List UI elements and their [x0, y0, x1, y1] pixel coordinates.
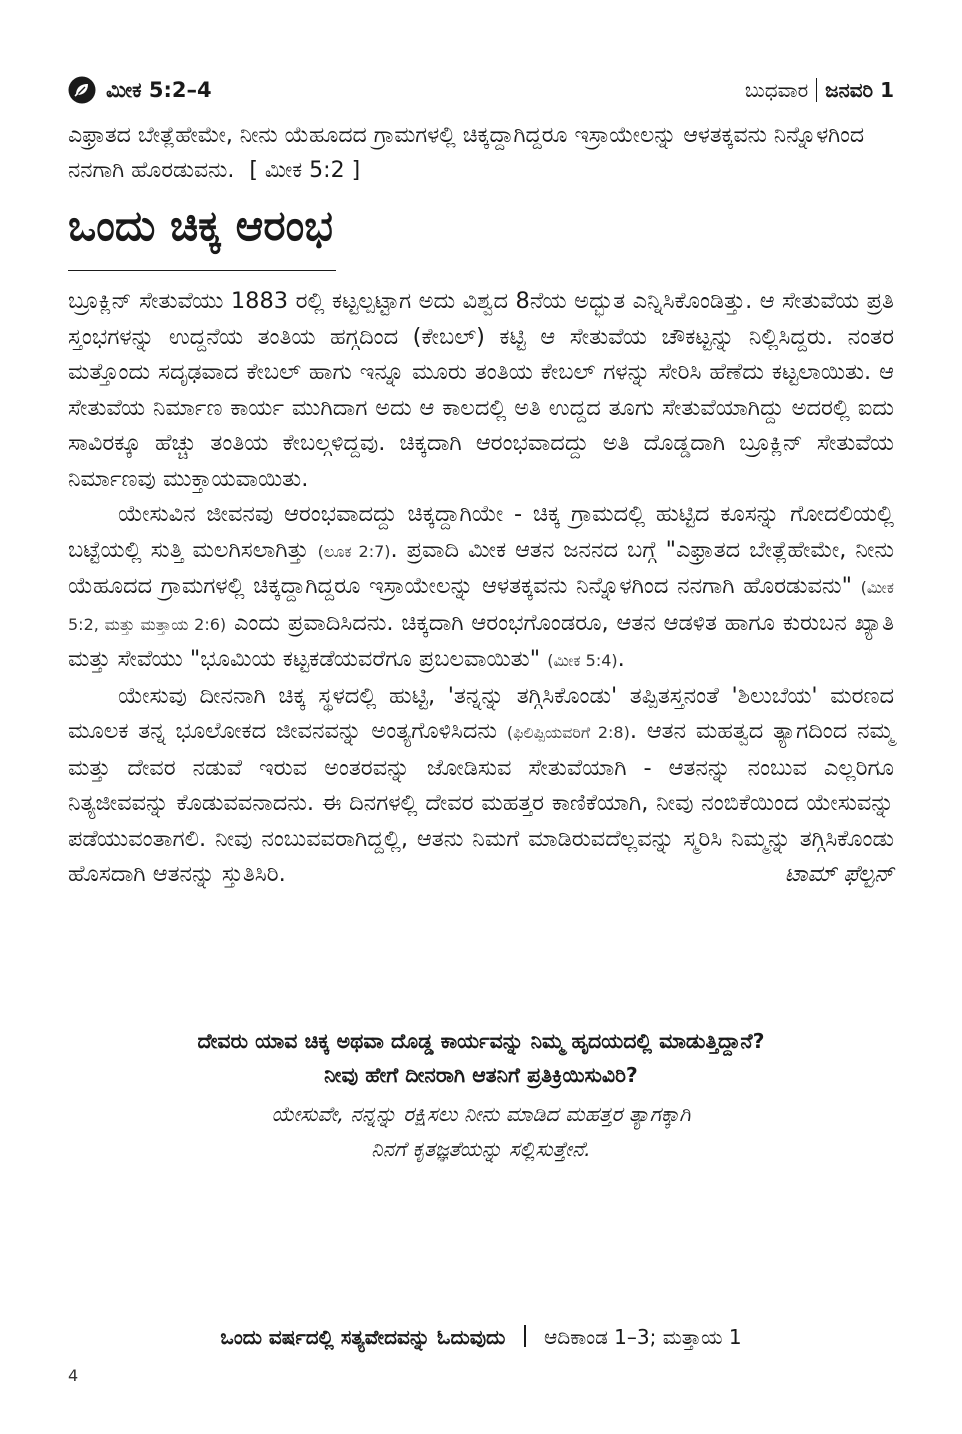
question-1: ದೇವರು ಯಾವ ಚಿಕ್ಕ ಅಥವಾ ದೊಡ್ಡ ಕಾರ್ಯವನ್ನು ನಿಮ್ಮ ಹೃದಯದಲ್ಲಿ ಮಾಡುತ್ತಿದ್ದಾನೆ?: [197, 1029, 765, 1053]
key-verse-text: ಎಫ್ರಾತದ ಬೇತ್ಲೆಹೇಮೇ, ನೀನು ಯೆಹೂದದ ಗ್ರಾಮಗಳಲ್ಲಿ ಚಿಕ್ಕದ್ದಾಗಿದ್ದರೂ ಇಸ್ರಾಯೇಲನ್ನು ಆಳತಕ್ಕವನು ನಿನ್ನೊಳಗಿಂದ ನನಗಾಗಿ ಹೊರಡುವನು.: [68, 123, 865, 183]
key-verse: [68, 118, 894, 188]
prayer-line-1: ಯೇಸುವೇ, ನನ್ನನ್ನು ರಕ್ಷಿಸಲು ನೀನು ಮಾಡಿದ ಮಹತ್ತರ ತ್ಯಾಗಕ್ಕಾಗಿ: [271, 1102, 691, 1126]
devotional-title: ಒಂದು ಚಿಕ್ಕ ಆರಂಭ: [68, 201, 333, 250]
prayer: [68, 1097, 894, 1167]
weekday: ಬುಧವಾರ: [744, 78, 809, 102]
paragraph-1: ಬ್ರೂಕ್ಲಿನ್ ಸೇತುವೆಯು 1883 ರಲ್ಲಿ ಕಟ್ಟಲ್ಪಟ್ಟಾಗ ಅದು ವಿಶ್ವದ 8ನೆಯ ಅದ್ಭುತ ಎನ್ನಿಸಿಕೊಂಡಿತ್ತು. ಆ ಸೇತುವೆಯ ಪ್ರತಿ ಸ್ತಂಭಗಳನ್ನು ಉದ್ದನೆಯ ತಂತಿಯ ಹಗ್ಗದಿಂದ (ಕೇಬಲ್) ಕಟ್ಟಿ ಆ ಸೇತುವೆಯ ಚೌಕಟ್ಟನ್ನು ನಿಲ್ಲಿಸಿದ್ದರು. ನಂತರ ಮತ್ತೊಂದು ಸದೃಢವಾದ ಕೇಬಲ್ ಹಾಗು ಇನ್ನೂ ಮೂರು ತಂತಿಯ ಕೇಬಲ್ ಗಳನ್ನು ಸೇರಿಸಿ ಹೆಣೆದು ಕಟ್ಟಲಾಯಿತು. ಆ ಸೇತುವೆಯ ನಿರ್ಮಾಣ ಕಾರ್ಯ ಮುಗಿದಾಗ ಅದು ಆ ಕಾಲದಲ್ಲಿ ಅತಿ ಉದ್ದದ ತೂಗು ಸೇತುವೆಯಾಗಿದ್ದು ಅದರಲ್ಲಿ ಐದು ಸಾವಿರಕ್ಕೂ ಹೆಚ್ಚು ತಂತಿಯ ಕೇಬಲ್ಗಳಿದ್ದವು. ಚಿಕ್ಕದಾಗಿ ಆರಂಭವಾದದ್ದು ಅತಿ ದೊಡ್ಡದಾಗಿ ಬ್ರೂಕ್ಲಿನ್ ಸೇತುವೆಯ ನಿರ್ಮಾಣವು ಮುಕ್ತಾಯವಾಯಿತು.: [68, 288, 894, 492]
paragraph-2-text-c: ಎಂದು ಪ್ರವಾದಿಸಿದನು. ಚಿಕ್ಕದಾಗಿ ಆರಂಭಗೊಂಡರೂ, ಆತನ ಆಡಳಿತ ಹಾಗೂ ಕುರುಬನ ಖ್ಯಾತಿ ಮತ್ತು ಸೇವೆಯು "ಭೂಮಿಯ ಕಟ್ಟಕಡೆಯವರೆಗೂ ಪ್ರಬಲವಾಯಿತು": [68, 609, 894, 672]
paragraph-3-text-b: . ಆತನ ಮಹತ್ವದ ತ್ಯಾಗದಿಂದ ನಮ್ಮ ಮತ್ತು ದೇವರ ನಡುವೆ ಇರುವ ಅಂತರವನ್ನು ಜೋಡಿಸುವ ಸೇತುವೆಯಾಗಿ - ಆತನನ್ನು ನಂಬುವ ಎಲ್ಲರಿಗೂ ನಿತ್ಯಜೀವವನ್ನು ಕೊಡುವವನಾದನು. ಈ ದಿನಗಳಲ್ಲಿ ದೇವರ ಮಹತ್ತರ ಕಾಣಿಕೆಯಾಗಿ, ನೀವು ನಂಬಿಕೆಯಿಂದ ಯೇಸುವನ್ನು ಪಡೆಯುವಂತಾಗಲಿ. ನೀವು ನಂಬುವವರಾಗಿದ್ದಲ್ಲಿ, ಆತನು ನಿಮಗೆ ಮಾಡಿರುವದೆಲ್ಲವನ್ನು ಸ್ಮರಿಸಿ ನಿಮ್ಮನ್ನು ತಗ್ಗಿಸಿಕೊಂಡು ಹೊಸದಾಗಿ ಆತನನ್ನು ಸ್ತುತಿಸಿರಿ.: [68, 718, 894, 887]
citation-philippians: (ಫಿಲಿಪ್ಪಿಯವರಿಗೆ 2:8): [506, 723, 630, 742]
scripture-heading: [68, 76, 212, 104]
date-heading: [745, 78, 894, 102]
paragraph-3-text-a: ಯೇಸುವು ದೀನನಾಗಿ ಚಿಕ್ಕ ಸ್ಥಳದಲ್ಲಿ ಹುಟ್ಟಿ, 'ತನ್ನನ್ನು ತಗ್ಗಿಸಿಕೊಂಡು' ತಪ್ಪಿತಸ್ತನಂತೆ 'ಶಿಲುಬೆಯ' ಮರಣದ ಮೂಲಕ ತನ್ನ ಭೂಲೋಕದ ಜೀವನವನ್ನು ಅಂತ್ಯಗೊಳಿಸಿದನು: [68, 682, 894, 744]
header-divider: [816, 78, 817, 102]
page-number: 4: [68, 1366, 79, 1385]
question-2: ನೀವು ಹೇಗೆ ದೀನರಾಗಿ ಆತನಿಗೆ ಪ್ರತಿಕ್ರಿಯಿಸುವಿರಿ?: [324, 1063, 638, 1087]
bible-reading-footer: [68, 1322, 894, 1352]
prayer-line-2: ನಿನಗೆ ಕೃತಜ್ಞತೆಯನ್ನು ಸಲ್ಲಿಸುತ್ತೇನೆ.: [371, 1137, 591, 1161]
scripture-reference: ಮೀಕ 5:2–4: [106, 77, 212, 102]
title-divider: [68, 270, 336, 271]
footer-divider: [524, 1325, 526, 1347]
devotional-body: [68, 284, 894, 893]
reading-plan-label: ಒಂದು ವರ್ಷದಲ್ಲಿ ಸತ್ಯವೇದವನ್ನು ಓದುವುದು: [220, 1325, 506, 1349]
page-header: [68, 70, 894, 110]
paragraph-3: [68, 679, 894, 893]
reflection-questions: [68, 1024, 894, 1092]
paragraph-2-text-d: .: [617, 646, 625, 672]
citation-luke: (ಲೂಕ 2:7): [317, 541, 391, 561]
citation-micah: (ಮೀಕ 5:4): [547, 651, 618, 670]
citation-micah-matthew: (ಮೀಕ 5:2, ಮತ್ತು ಮತ್ತಾಯ 2:6): [68, 578, 894, 634]
leaf-icon: [68, 76, 96, 104]
reading-passage: ಆದಿಕಾಂಡ 1–3; ಮತ್ತಾಯ 1: [544, 1325, 742, 1349]
date: ಜನವರಿ 1: [825, 78, 894, 102]
author-name: ಟಾಮ್ ಫೆಲ್ಟನ್: [784, 861, 894, 887]
paragraph-2-text-a: ಯೇಸುವಿನ ಜೀವನವು ಆರಂಭವಾದದ್ದು ಚಿಕ್ಕದ್ದಾಗಿಯೇ - ಚಿಕ್ಕ ಗ್ರಾಮದಲ್ಲಿ ಹುಟ್ಟಿದ ಕೂಸನ್ನು ಗೋದಲಿಯಲ್ಲಿ ಬಟ್ಟೆಯಲ್ಲಿ ಸುತ್ತಿ ಮಲಗಿಸಲಾಗಿತ್ತು: [68, 501, 894, 563]
paragraph-2-text-b: . ಪ್ರವಾದಿ ಮೀಕ ಆತನ ಜನನದ ಬಗ್ಗೆ "ಎಫ್ರಾತದ ಬೇತ್ಲೆಹೇಮೇ, ನೀನು ಯೆಹೂದದ ಗ್ರಾಮಗಳಲ್ಲಿ ಚಿಕ್ಕದ್ದಾಗಿದ್ದರೂ ಇಸ್ರಾಯೇಲನ್ನು ಆಳತಕ್ಕವನು ನಿನ್ನೊಳಗಿಂದ ನನಗಾಗಿ ಹೊರಡುವನು": [68, 536, 894, 599]
key-verse-reference: [ ಮೀಕ 5:2 ]: [249, 158, 361, 183]
paragraph-2: [68, 497, 894, 679]
